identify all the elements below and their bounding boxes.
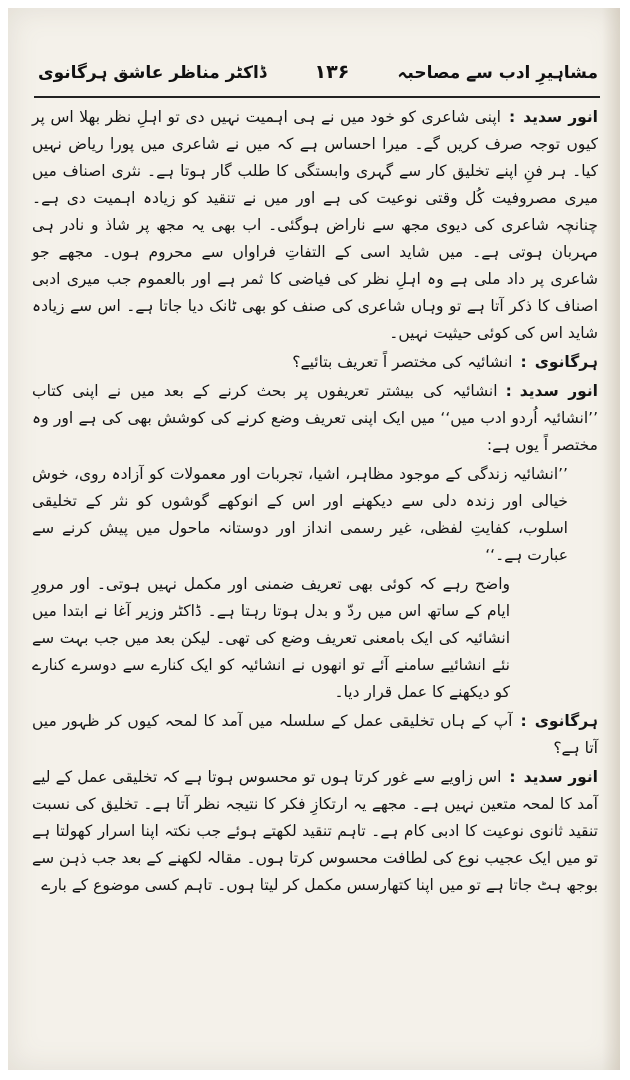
- speaker-label: انور سدید: [523, 108, 598, 126]
- paragraph-text: آپ کے ہاں تخلیقی عمل کے سلسلہ میں آمد کا لمحہ کیوں کر ظہور میں آتا ہے؟: [32, 712, 598, 757]
- definition-quote: [32, 461, 598, 569]
- speaker-colon: :: [520, 353, 527, 371]
- quote-text: ’’انشائیہ زندگی کے موجود مظاہر، اشیا، تجربات اور معمولات کو آزادہ روی، خوش خیالی اور زندہ دلی سے دیکھنے اور اس کے انوکھے گوشوں کو نثر کے تخلیقی اسلوب، کفایتِ لفظی، غیر رسمی انداز اور دوستانہ ماحول میں پیش کرنے سے عبارت ہے۔‘‘: [32, 465, 568, 564]
- speaker-colon: :: [505, 382, 512, 400]
- author-name: ڈاکٹر مناظر عاشق ہرگانوی: [38, 62, 267, 83]
- speaker-colon: :: [520, 712, 527, 730]
- page-number: ۱۳۶: [314, 61, 350, 83]
- paragraph-text: انشائیہ کی بیشتر تعریفوں پر بحث کرنے کے بعد میں نے اپنی کتاب ’’انشائیہ اُردو ادب میں‘‘ میں ایک اپنی تعریف وضع کرنے کی کوشش بھی کی ہے اور وہ مختصر اً یوں ہے:: [32, 382, 598, 454]
- continuation-paragraph: [32, 571, 598, 706]
- paragraph-text: واضح رہے کہ کوئی بھی تعریف ضمنی اور مکمل نہیں ہوتی۔ اور مرورِ ایام کے ساتھ اس میں ردّ و بدل ہوتا رہتا ہے۔ ڈاکٹر وزیر آغا نے ابتدا میں انشائیہ کی ایک بامعنی تعریف وضع کی تھی۔ لیکن بعد میں جب بہت سے نئے انشائیے سامنے آئے تو انھوں نے انشائیہ کو ایک کنارے سے دوسرے کنارے کو دیکھنے کا عمل قرار دیا۔: [32, 575, 510, 701]
- page-edge-shadow: [602, 8, 620, 1070]
- speaker-colon: :: [509, 768, 516, 786]
- interview-text: [32, 104, 598, 1050]
- speaker-label: انور سدید: [523, 768, 598, 786]
- book-title: مشاہیرِ ادب سے مصاحبہ: [397, 62, 598, 83]
- paragraph-text: انشائیہ کی مختصر اً تعریف بتائیے؟: [292, 353, 513, 371]
- question-paragraph: [32, 349, 598, 376]
- paragraph-text: اس زاویے سے غور کرتا ہوں تو محسوس ہوتا ہے کہ تخلیقی عمل کے لیے آمد کا لمحہ متعین نہیں ہے۔ مجھے یہ ارتکازِ فکر کا نتیجہ نظر آتا ہے۔ تخلیق کی نسبت تنقید ثانوی نوعیت کا ادبی کام ہے۔ تاہم تنقید لکھتے ہوئے جب نکتہ اپنا اسرار کھولتا ہے تو میں ایک عجیب نوع کی لطافت محسوس کرتا ہوں۔ مقالہ لکھنے کے بعد جب ذہن سے بوجھ ہٹ جاتا ہے تو میں اپنا کتھارسس مکمل کر لیتا ہوں۔ تاہم کسی موضوع کے بارے: [32, 768, 598, 894]
- paragraph-text: اپنی شاعری کو خود میں نے ہی اہمیت نہیں دی تو اہلِ نظر بھلا اس پر کیوں توجہ صرف کریں گے۔ میرا احساس ہے کہ میں نے شاعری میں پورا ریاض نہیں کیا۔ ہر فنِ اپنے تخلیق کار سے گہری وابستگی کا طلب گار ہوتا ہے۔ نثری اصناف میں میری مصروفیت کُل وقتی نوعیت کی ہے اور میں نے تنقید کو زیادہ اہمیت دی ہے۔ چنانچہ شاعری کی دیوی مجھ سے ناراض ہوگئی۔ اب بھی یہ مجھ پر شاذ و نادر ہی مہربان ہوتی ہے۔ میں شاید اسی کے التفاتِ فراواں سے محروم ہوں۔ مجھے جو شاعری پر داد ملی ہے وہ اہلِ نظر کی فیاضی کا ثمر ہے اور بالعموم جب میری ادبی اصناف کا ذکر آتا ہے تو وہاں شاعری کی صنف کو بھی ٹانک دیا جاتا ہے۔ اس سے زیادہ شاید اس کی کوئی حیثیت نہیں۔: [32, 108, 598, 342]
- question-paragraph: [32, 708, 598, 762]
- speaker-label: انور سدید: [519, 382, 598, 400]
- speaker-label: ہرگانوی: [534, 353, 598, 371]
- running-header: [38, 52, 598, 92]
- speaker-label: ہرگانوی: [534, 712, 598, 730]
- speaker-colon: :: [508, 108, 516, 126]
- answer-paragraph: [32, 104, 598, 347]
- book-page: [8, 8, 620, 1070]
- answer-paragraph: [32, 764, 598, 899]
- header-rule: [34, 96, 600, 98]
- answer-paragraph: [32, 378, 598, 459]
